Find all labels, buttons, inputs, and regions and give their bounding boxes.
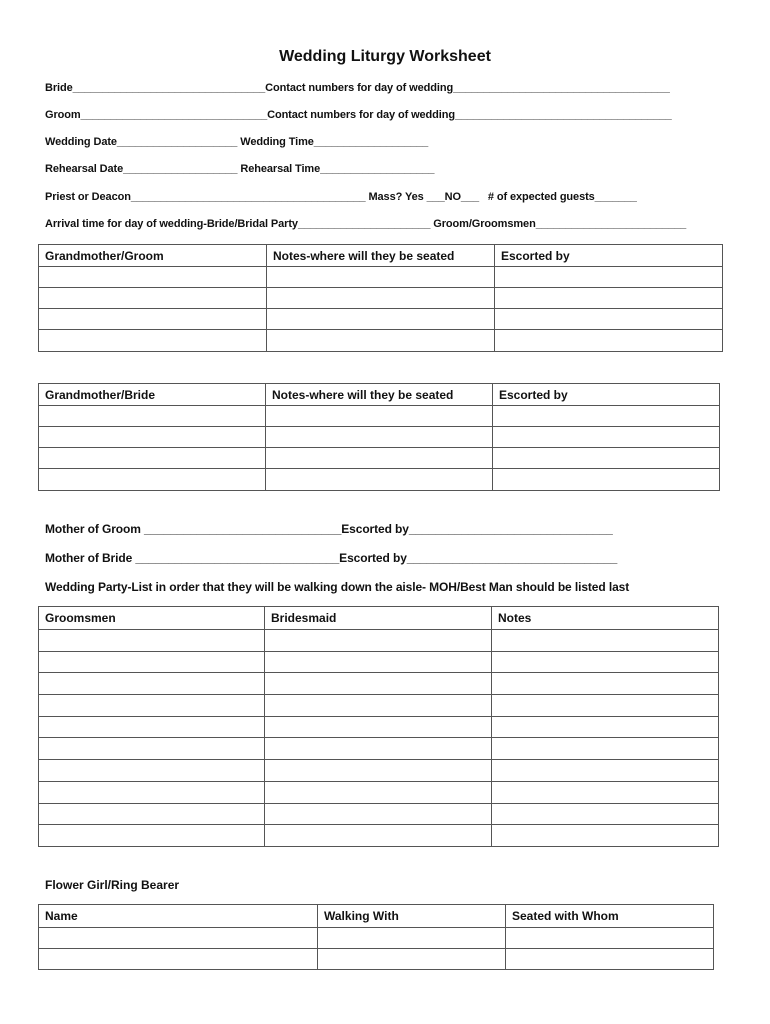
table-row	[39, 760, 719, 782]
table-cell[interactable]	[265, 760, 492, 782]
table-cell[interactable]	[265, 738, 492, 760]
table-row	[39, 330, 723, 352]
table-cell[interactable]	[39, 469, 266, 491]
table-cell[interactable]	[492, 781, 719, 803]
table-row	[39, 406, 720, 427]
table-cell[interactable]	[318, 928, 506, 949]
table-row	[39, 448, 720, 469]
table-cell[interactable]	[39, 448, 266, 469]
table-cell[interactable]	[39, 825, 265, 847]
mother-of-groom-line[interactable]: Mother of Groom ______________________________Escorted by_______________________________	[45, 522, 613, 536]
flower-girl-label: Flower Girl/Ring Bearer	[45, 878, 180, 892]
table-cell[interactable]	[493, 469, 720, 491]
table-cell[interactable]	[39, 267, 267, 288]
table-cell[interactable]	[266, 406, 493, 427]
table-cell[interactable]	[267, 288, 495, 309]
table-cell[interactable]	[506, 949, 714, 970]
table-cell[interactable]	[39, 928, 318, 949]
table-cell[interactable]	[39, 738, 265, 760]
table-cell[interactable]	[492, 673, 719, 695]
table-cell[interactable]	[267, 267, 495, 288]
table-cell[interactable]	[39, 427, 266, 448]
header-cell: Escorted by	[495, 245, 723, 267]
table-cell[interactable]	[265, 803, 492, 825]
table-cell[interactable]	[265, 630, 492, 652]
header-cell: Groomsmen	[39, 607, 265, 630]
header-cell: Grandmother/Bride	[39, 384, 266, 406]
table-row	[39, 267, 723, 288]
table-cell[interactable]	[39, 288, 267, 309]
table-header-row	[39, 905, 714, 928]
table-cell[interactable]	[265, 695, 492, 717]
table-cell[interactable]	[495, 330, 723, 352]
table-cell[interactable]	[495, 288, 723, 309]
table-row	[39, 949, 714, 970]
table-row	[39, 781, 719, 803]
table-cell[interactable]	[492, 825, 719, 847]
table-cell[interactable]	[318, 949, 506, 970]
table-cell[interactable]	[39, 406, 266, 427]
table-cell[interactable]	[492, 630, 719, 652]
table-cell[interactable]	[266, 448, 493, 469]
table-cell[interactable]	[39, 760, 265, 782]
table-cell[interactable]	[39, 330, 267, 352]
header-cell: Notes-where will they be seated	[267, 245, 495, 267]
table-cell[interactable]	[492, 760, 719, 782]
flower-girl-table	[38, 904, 714, 970]
table-cell[interactable]	[495, 267, 723, 288]
table-cell[interactable]	[267, 330, 495, 352]
table-cell[interactable]	[39, 630, 265, 652]
table-cell[interactable]	[492, 738, 719, 760]
table-header-row	[39, 607, 719, 630]
grandmother-groom-table	[38, 244, 723, 352]
table-row	[39, 673, 719, 695]
table-cell[interactable]	[265, 673, 492, 695]
wedding-date-line[interactable]: Wedding Date____________________ Wedding Time___________________	[45, 136, 429, 148]
table-cell[interactable]	[492, 803, 719, 825]
table-cell[interactable]	[267, 309, 495, 330]
table-cell[interactable]	[493, 448, 720, 469]
header-cell: Walking With	[318, 905, 506, 928]
bride-line[interactable]: Bride________________________________Contact numbers for day of wedding____________________________________	[45, 82, 670, 94]
table-cell[interactable]	[39, 716, 265, 738]
rehearsal-date-line[interactable]: Rehearsal Date___________________ Rehearsal Time___________________	[45, 163, 435, 175]
table-cell[interactable]	[265, 651, 492, 673]
table-cell[interactable]	[492, 651, 719, 673]
table-cell[interactable]	[39, 695, 265, 717]
table-header-row	[39, 384, 720, 406]
table-cell[interactable]	[266, 427, 493, 448]
table-row	[39, 825, 719, 847]
table-cell[interactable]	[493, 427, 720, 448]
table-row	[39, 630, 719, 652]
table-cell[interactable]	[39, 673, 265, 695]
table-cell[interactable]	[39, 781, 265, 803]
wedding-party-instruction: Wedding Party-List in order that they will be walking down the aisle- MOH/Best Man should be listed last	[45, 580, 630, 594]
arrival-line[interactable]: Arrival time for day of wedding-Bride/Bridal Party______________________ Groom/Groomsmen_________________________	[45, 218, 687, 230]
table-header-row	[39, 245, 723, 267]
table-cell[interactable]	[39, 309, 267, 330]
groom-line[interactable]: Groom_______________________________Contact numbers for day of wedding____________________________________	[45, 109, 672, 121]
header-cell: Seated with Whom	[506, 905, 714, 928]
table-cell[interactable]	[265, 781, 492, 803]
table-cell[interactable]	[39, 803, 265, 825]
table-row	[39, 928, 714, 949]
table-row	[39, 716, 719, 738]
table-cell[interactable]	[495, 309, 723, 330]
page-title: Wedding Liturgy Worksheet	[279, 48, 491, 65]
grandmother-bride-table	[38, 383, 720, 491]
table-cell[interactable]	[39, 651, 265, 673]
table-row	[39, 738, 719, 760]
header-cell: Name	[39, 905, 318, 928]
table-cell[interactable]	[265, 825, 492, 847]
table-cell[interactable]	[506, 928, 714, 949]
table-row	[39, 803, 719, 825]
header-cell: Grandmother/Groom	[39, 245, 267, 267]
wedding-party-table	[38, 606, 719, 847]
table-cell[interactable]	[39, 949, 318, 970]
table-cell[interactable]	[493, 406, 720, 427]
mother-of-bride-line[interactable]: Mother of Bride _______________________________Escorted by________________________________	[45, 551, 618, 565]
header-cell: Notes	[492, 607, 719, 630]
table-row	[39, 695, 719, 717]
table-cell[interactable]	[492, 695, 719, 717]
table-row	[39, 288, 723, 309]
table-cell[interactable]	[266, 469, 493, 491]
priest-line[interactable]: Priest or Deacon_______________________________________ Mass? Yes ___NO___ # of expected guests_______	[45, 191, 637, 203]
table-cell[interactable]	[265, 716, 492, 738]
header-cell: Notes-where will they be seated	[266, 384, 493, 406]
table-row	[39, 469, 720, 491]
table-cell[interactable]	[492, 716, 719, 738]
table-row	[39, 427, 720, 448]
header-cell: Bridesmaid	[265, 607, 492, 630]
header-cell: Escorted by	[493, 384, 720, 406]
table-row	[39, 309, 723, 330]
table-row	[39, 651, 719, 673]
